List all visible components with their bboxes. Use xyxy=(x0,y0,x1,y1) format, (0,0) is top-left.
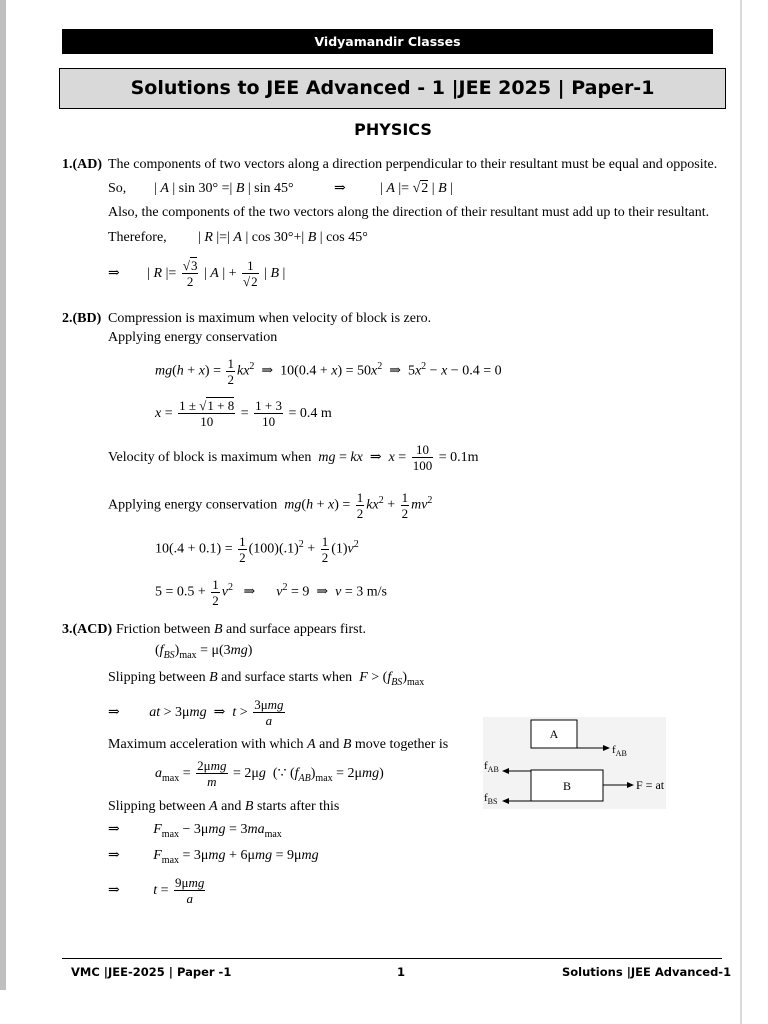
q3-eq-4: $a_{max}$ = $\frac{\text{2μmg}}{m}$ = 2μg (∵ $(f_{AB})_{max} = 2\mu mg$) xyxy=(155,758,384,790)
page-number: 1 xyxy=(397,965,406,979)
institute-banner: Vidyamandir Classes xyxy=(62,29,713,54)
q2-line-4: Applying energy conservation mg(h + x) = $\frac{1}{2}$ $kx^2$ + $\frac{1}{2}$ $mv^2$ xyxy=(108,489,433,521)
block-a-label: A xyxy=(549,727,559,741)
blocks-figure xyxy=(483,717,666,809)
q1-text-1: The components of two vectors along a direction perpendicular to their resultant must be equal and opposite. xyxy=(108,157,718,172)
footer-left: VMC |JEE-2025 | Paper -1 xyxy=(71,965,232,979)
q1-eq-1b: | A |= √2 | B | xyxy=(380,181,453,196)
svg-text:fBS: $f_{BS}$ xyxy=(484,792,498,806)
q3-line-2: Slipping between B and surface starts when $F > (f_{BS})_{max}$ xyxy=(108,670,425,688)
page-left-border xyxy=(0,0,6,990)
q1-eq-3: ⇒ | R |= $\frac{√3}{2}$ | A | + $\frac{1}{√2}$ | B | xyxy=(108,258,286,290)
q1-eq-2: | R |=| A | cos 30°+| B | cos 45° xyxy=(198,230,368,245)
q2-eq-6: 5 = 0.5 + $\frac{1}{2}$ $v^2$ ⇒ $v^2 = 9$ ⇒ v = 3 m/s xyxy=(155,576,387,608)
q1-label: 1.(AD) xyxy=(62,157,103,172)
q3-text-1: Friction between B and surface appears first. xyxy=(116,622,366,637)
q3-eq-6: ⇒ $F_{max} = 3\mu mg + 6\mu mg = 9\mu mg$ xyxy=(108,848,319,866)
force-label: F = at xyxy=(636,778,665,792)
q1-so: So, xyxy=(108,181,127,196)
q3-eq-3: ⇒ at > 3μmg ⇒ t > $\frac{\text{3μmg}}{a}$ xyxy=(108,697,284,729)
q3-text-4: Slipping between A and B starts after this xyxy=(108,799,340,814)
q2-eq-5: 10(.4 + 0.1) = $\frac{1}{2}$ $(100)(.1)^2$ + $\frac{1}{2}$ $(1)v^2$ xyxy=(155,533,359,565)
q2-text-1: Compression is maximum when velocity of block is zero. xyxy=(108,311,432,326)
q2-text-4: Applying energy conservation xyxy=(108,497,278,513)
q3-eq-7: ⇒ t = $\frac{\text{9μmg}}{a}$ xyxy=(108,875,205,907)
q1-text-2: Also, the components of the two vectors along the direction of their resultant must add up to their resultant. xyxy=(108,205,710,220)
q3-eq-5: ⇒ $F_{max} - 3\mu mg = 3ma_{max}$ xyxy=(108,822,282,840)
q2-line-3: Velocity of block is maximum when mg = kx ⇒ x = $\frac{10}{100}$ = 0.1m xyxy=(108,442,479,474)
q3-text-3: Maximum acceleration with which A and B move together is xyxy=(108,737,449,752)
q1-therefore: Therefore, xyxy=(108,230,167,245)
q2-label: 2.(BD) xyxy=(62,311,102,326)
q2-eq-2: x = $\frac{1 \pm √1 + 8}{10}$ = $\frac{1 + 3}{10}$ = 0.4 m xyxy=(155,398,332,430)
subject-heading: PHYSICS xyxy=(354,120,432,139)
footer-right: Solutions |JEE Advanced-1 xyxy=(562,965,732,979)
q2-text-3: Velocity of block is maximum when xyxy=(108,450,312,465)
q3-label: 3.(ACD) xyxy=(62,622,113,637)
svg-text:fAB: $f_{AB}$ xyxy=(612,744,627,758)
block-b-label: B xyxy=(562,779,572,793)
page-right-border xyxy=(740,0,742,1024)
q1-eq-1a: | A | sin 30° =| B | sin 45° xyxy=(154,181,294,196)
q3-eq-1: $(f_{BS})_{max} = \mu(3mg)$ xyxy=(155,643,253,661)
q2-eq-1: mg(h + x) = $\frac{1}{2}$ $kx^2$ ⇒ $10(0.4 + x) = 50x^2$ ⇒ $5x^2 - x - 0.4 = 0$ xyxy=(155,355,502,387)
footer-divider xyxy=(62,958,722,959)
q2-text-2: Applying energy conservation xyxy=(108,330,278,345)
svg-text:fAB: $f_{AB}$ xyxy=(484,760,499,774)
page-title: Solutions to JEE Advanced - 1 |JEE 2025 | Paper-1 xyxy=(59,68,726,109)
implies-symbol: ⇒ xyxy=(334,181,346,196)
